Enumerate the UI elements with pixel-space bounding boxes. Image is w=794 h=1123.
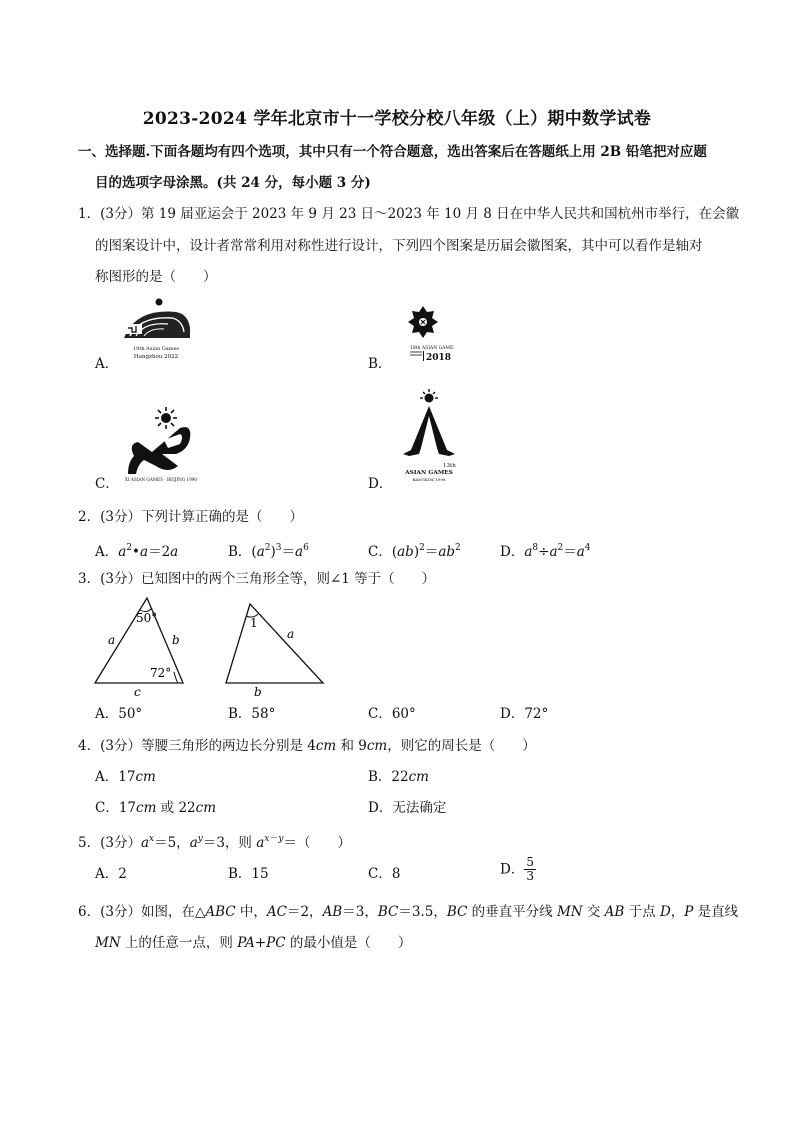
q5-option-d: D． $\frac{5}{3}$ bbox=[500, 855, 534, 883]
q2-option-d: D．$a^8\div a^2=a^4$ bbox=[500, 543, 591, 560]
emblem-d-text3: BANGKOK 1998 bbox=[412, 477, 446, 482]
q5-option-b: B．15 bbox=[228, 866, 269, 882]
emblem-d-text1: 13th bbox=[443, 463, 456, 469]
emblem-b-year: 2018 bbox=[426, 353, 452, 363]
emblem-d-bangkok bbox=[393, 388, 465, 488]
emblem-a-hangzhou bbox=[116, 298, 196, 366]
q2-option-b: B．$(a^2)^3=a^6$ bbox=[228, 543, 309, 560]
emblem-a-text2: Hangzhou 2022 bbox=[133, 354, 179, 360]
q6-line1: 6．(3分）如图，在△ABC 中，AC＝2，AB＝3，BC＝3.5，BC 的垂直平分线 MN 交 AB 于点 D，P 是直线 bbox=[78, 904, 739, 920]
q1-option-b-label: B． bbox=[368, 356, 392, 372]
emblem-c-beijing bbox=[118, 404, 204, 488]
q1-line1: 1．(3分）第 19 届亚运会于 2023 年 9 月 23 日～2023 年 10 月 8 日在中华人民共和国杭州市举行，在会徽 bbox=[78, 206, 740, 222]
emblem-c-text: XI ASIAN GAMES · BEIJING 1990 bbox=[124, 477, 198, 482]
emblem-b-text1: 18th ASIAN GAMES bbox=[410, 346, 454, 351]
fraction-five-thirds: $\frac{5}{3}$ bbox=[526, 855, 534, 883]
q3-triangle-figures bbox=[90, 594, 340, 702]
page-title: 2023-2024 学年北京市十一学校分校八年级（上）期中数学试卷 bbox=[142, 109, 652, 129]
q1-option-d-label: D． bbox=[368, 476, 393, 492]
q3-option-d: D．72° bbox=[500, 706, 549, 722]
q3-side-c: c bbox=[134, 685, 141, 698]
emblem-a-text1: 19th Asian Games bbox=[133, 346, 179, 352]
q5-stem: 5．(3分）$a^x=5$，$a^y=3$，则 $a^{x-y}=$（ ） bbox=[78, 834, 351, 851]
triangle-two bbox=[226, 604, 323, 698]
triangle-one bbox=[95, 598, 183, 698]
q3-option-a: A．50° bbox=[95, 706, 143, 722]
q3-fig2-side-b: b bbox=[254, 685, 262, 698]
q1-line2: 的图案设计中，设计者常常利用对称性进行设计，下列四个图案是历届会徽图案，其中可以看作是轴对 bbox=[95, 238, 703, 254]
q3-side-b: b bbox=[172, 633, 180, 647]
q3-option-c: C．60° bbox=[368, 706, 416, 722]
q2-option-c: C．$(ab)^2=ab^2$ bbox=[368, 543, 461, 560]
q3-fig2-side-a: a bbox=[287, 627, 295, 641]
section-instructions-line1: 一、选择题.下面各题均有四个选项，其中只有一个符合题意，选出答案后在答题纸上用 2B 铅笔把对应题 bbox=[78, 144, 707, 160]
q4-option-c: C．17cm 或 22cm bbox=[95, 800, 217, 816]
q3-side-a: a bbox=[108, 633, 116, 647]
q2-option-a: A．$a^2•a=2a$ bbox=[95, 543, 179, 560]
section-instructions-line2: 目的选项字母涂黑。(共 24 分，每小题 3 分) bbox=[95, 175, 371, 191]
q1-option-c-label: C． bbox=[95, 476, 119, 492]
q6-line2: MN 上的任意一点，则 PA+PC 的最小值是（ ） bbox=[95, 935, 412, 951]
emblem-b-jakarta bbox=[392, 302, 454, 368]
q5-option-a: A．2 bbox=[95, 866, 127, 882]
q3-stem: 3．(3分）已知图中的两个三角形全等，则∠1 等于（ ） bbox=[78, 571, 436, 587]
q1-line3: 称图形的是（ ） bbox=[95, 269, 217, 285]
q1-option-a-label: A． bbox=[95, 356, 119, 372]
q5-option-c: C．8 bbox=[368, 866, 401, 882]
q3-angle-50: 50° bbox=[136, 611, 158, 625]
q2-stem: 2．(3分）下列计算正确的是（ ） bbox=[78, 509, 303, 525]
q4-stem: 4．(3分）等腰三角形的两边长分别是 4cm 和 9cm，则它的周长是（ ） bbox=[78, 738, 536, 754]
q4-option-a: A．17cm bbox=[95, 769, 156, 785]
q3-angle-72: 72° bbox=[150, 666, 172, 680]
q3-option-b: B．58° bbox=[228, 706, 276, 722]
q3-angle-1: 1 bbox=[250, 616, 258, 630]
emblem-d-text2: ASIAN GAMES bbox=[405, 470, 453, 476]
q4-option-b: B．22cm bbox=[368, 769, 429, 785]
q4-option-d: D．无法确定 bbox=[368, 800, 447, 816]
